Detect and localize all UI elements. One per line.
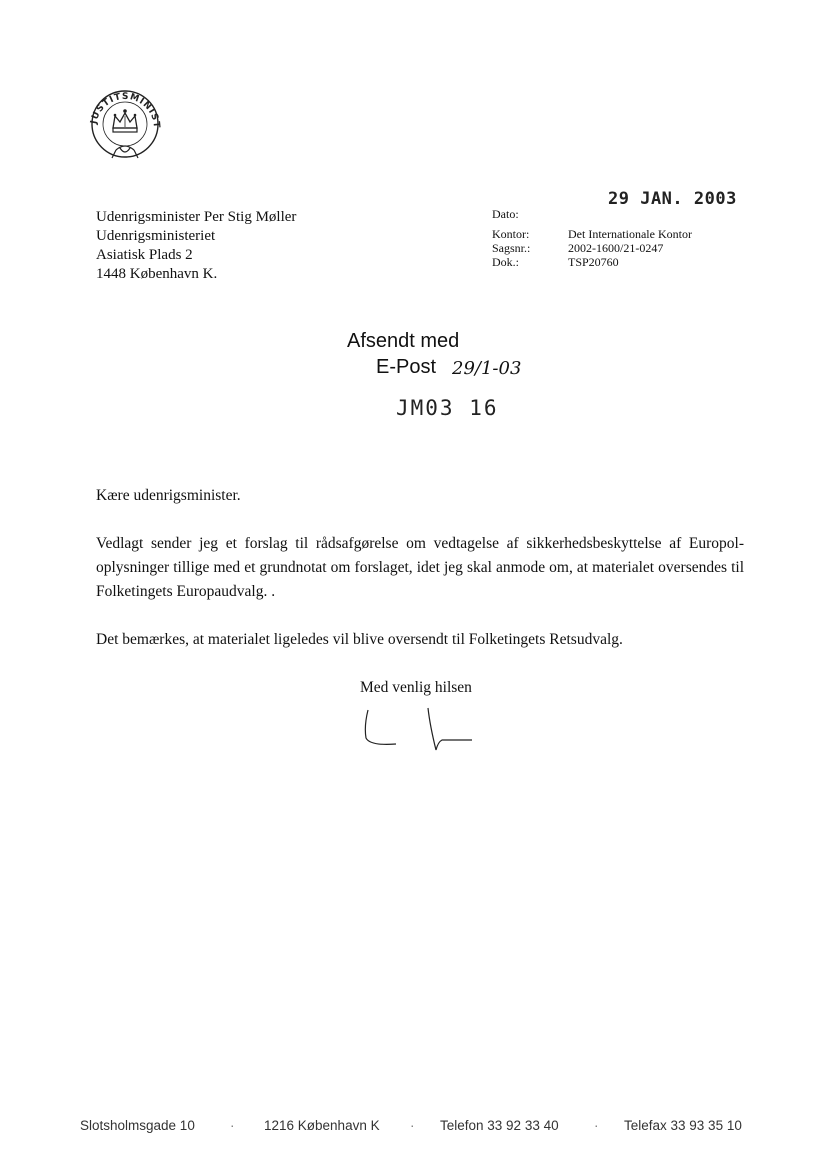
- footer-phone: Telefon 33 92 33 40: [440, 1118, 559, 1133]
- signature: [356, 704, 476, 764]
- journal-code-stamp: JM03 16: [396, 396, 499, 420]
- footer-city: 1216 København K: [264, 1118, 380, 1133]
- recipient-line: Asiatisk Plads 2: [96, 247, 193, 263]
- svg-text:JUSTITSMINISTERIET: JUSTITSMINIST: [89, 91, 162, 130]
- recipient-line: 1448 København K.: [96, 266, 218, 282]
- doc-value: TSP20760: [568, 255, 619, 269]
- footer-separator: ·: [594, 1118, 599, 1133]
- office-label: Kontor:: [492, 227, 530, 241]
- case-label: Sagsnr.:: [492, 241, 531, 255]
- date-label: Dato:: [492, 207, 519, 221]
- footer-separator: ·: [230, 1118, 235, 1133]
- sent-stamp-line1: Afsendt med: [347, 330, 460, 352]
- signature-icon: [356, 704, 476, 764]
- footer-fax: Telefax 33 93 35 10: [624, 1118, 742, 1133]
- doc-label: Dok.:: [492, 255, 519, 269]
- body-paragraph-2: Det bemærkes, at materialet ligeledes vil blive oversendt til Folketingets Retsudvalg.: [96, 631, 623, 648]
- salutation: Kære udenrigsminister.: [96, 487, 241, 504]
- footer-separator: ·: [410, 1118, 415, 1133]
- recipient-address: [96, 208, 296, 284]
- closing: Med venlig hilsen: [360, 679, 472, 696]
- recipient-line: Udenrigsministeriet: [96, 228, 216, 244]
- handwritten-date-note: 29/1-03: [452, 358, 522, 379]
- sent-stamp-line2: E-Post: [376, 356, 437, 378]
- date-stamp: 29 JAN. 2003: [608, 189, 737, 209]
- body-paragraph-1: Vedlagt sender jeg et forslag til rådsafgørelse om vedtagelse af sikkerhedsbeskyttelse af Europol-oplysninger tillige med et grundnotat om forslaget, idet jeg skal anmode om, at materialet oversendes til Folketingets Europaudvalg. .: [96, 535, 744, 600]
- ministry-seal: [84, 84, 166, 166]
- footer-street: Slotsholmsgade 10: [80, 1118, 195, 1133]
- crown-seal-icon: [84, 84, 166, 166]
- case-value: 2002-1600/21-0247: [568, 241, 664, 255]
- recipient-line: Udenrigsminister Per Stig Møller: [96, 209, 297, 225]
- office-value: Det Internationale Kontor: [568, 227, 692, 241]
